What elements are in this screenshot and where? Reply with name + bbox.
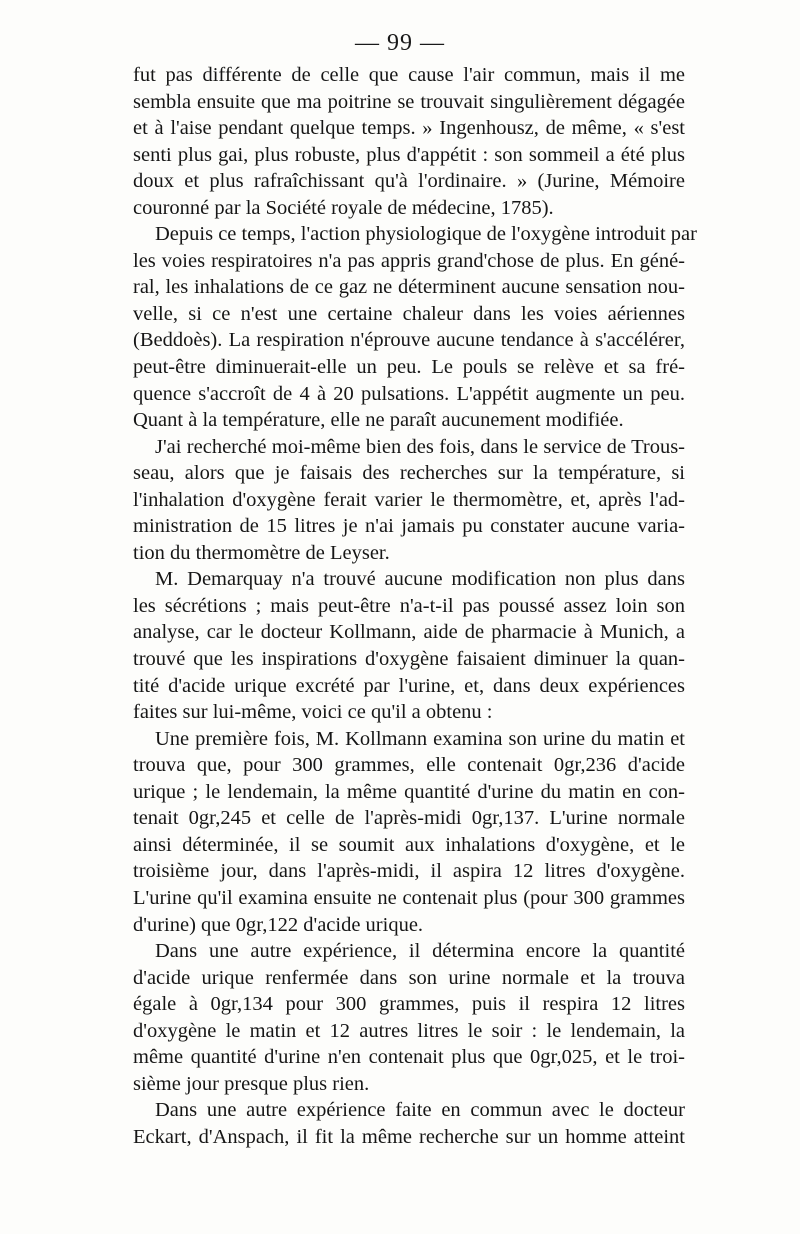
text-line: d'oxygène le matin et 12 autres litres le soir : le lendemain, la (133, 1019, 685, 1042)
text-line: couronné par la Société royale de médecine, 1785). (133, 196, 554, 219)
text-line: les voies respiratoires n'a pas appris grand'chose de plus. En géné- (133, 249, 685, 272)
page-number: — 99 — (355, 30, 445, 56)
text-line: troisième jour, dans l'après-midi, il aspira 12 litres d'oxygène. (133, 860, 685, 883)
text-line: peut-être diminuerait-elle un peu. Le pouls se relève et sa fré- (133, 356, 685, 379)
text-line: d'urine) que 0gr,122 d'acide urique. (133, 913, 424, 936)
text-line: tité d'acide urique excrété par l'urine, et, dans deux expériences (133, 674, 685, 697)
text-line: (Beddoès). La respiration n'éprouve aucune tendance à s'accélérer, (133, 329, 685, 352)
text-line: ministration de 15 litres je n'ai jamais pu constater aucune varia- (133, 515, 685, 538)
text-line: faites sur lui-même, voici ce qu'il a obtenu : (133, 701, 493, 724)
text-line: même quantité d'urine n'en contenait plus que 0gr,025, et le troi- (133, 1046, 685, 1069)
text-line: Quant à la température, elle ne paraît aucunement modifiée. (133, 409, 624, 432)
text-line: l'inhalation d'oxygène ferait varier le thermomètre, et, après l'ad- (133, 488, 685, 511)
text-line: trouva que, pour 300 grammes, elle contenait 0gr,236 d'acide (133, 754, 685, 777)
body-text (133, 62, 697, 1150)
text-line: et à l'aise pendant quelque temps. » Ingenhousz, de même, « s'est (133, 117, 685, 140)
text-line: tion du thermomètre de Leyser. (133, 541, 390, 564)
text-line: tenait 0gr,245 et celle de l'après-midi 0gr,137. L'urine normale (133, 807, 685, 830)
text-line: d'acide urique renfermée dans son urine normale et la trouva (133, 966, 685, 989)
text-line: seau, alors que je faisais des recherches sur la température, si (133, 462, 685, 485)
text-line: égale à 0gr,134 pour 300 grammes, puis il respira 12 litres (133, 993, 685, 1016)
text-line: fut pas différente de celle que cause l'air commun, mais il me (133, 64, 685, 86)
text-line: J'ai recherché moi-même bien des fois, dans le service de Trous- (155, 435, 685, 458)
text-line: Une première fois, M. Kollmann examina son urine du matin et (155, 727, 685, 750)
text-line: les sécrétions ; mais peut-être n'a-t-il pas poussé assez loin son (133, 594, 685, 617)
text-line: velle, si ce n'est une certaine chaleur dans les voies aériennes (133, 302, 685, 325)
text-line: Depuis ce temps, l'action physiologique de l'oxygène introduit par (155, 223, 697, 246)
text-line: Dans une autre expérience, il détermina encore la quantité (155, 940, 685, 963)
text-line: Dans une autre expérience faite en commun avec le docteur (155, 1099, 685, 1122)
text-line: Eckart, d'Anspach, il fit la même recherche sur un homme atteint (133, 1125, 685, 1148)
text-line: M. Demarquay n'a trouvé aucune modification non plus dans (155, 568, 685, 591)
text-line: sembla ensuite que ma poitrine se trouvait singulièrement dégagée (133, 90, 685, 113)
text-line: quence s'accroît de 4 à 20 pulsations. L'appétit augmente un peu. (133, 382, 685, 405)
text-line: doux et plus rafraîchissant qu'à l'ordinaire. » (Jurine, Mémoire (133, 170, 685, 193)
text-line: ral, les inhalations de ce gaz ne déterminent aucune sensation nou- (133, 276, 685, 299)
text-line: senti plus gai, plus robuste, plus d'appétit : son sommeil a été plus (133, 143, 685, 166)
text-line: urique ; le lendemain, la même quantité d'urine du matin en con- (133, 780, 685, 803)
text-line: L'urine qu'il examina ensuite ne contenait plus (pour 300 grammes (133, 886, 685, 909)
text-line: ainsi déterminée, il se soumit aux inhalations d'oxygène, et le (133, 833, 685, 856)
text-line: sième jour presque plus rien. (133, 1072, 370, 1095)
text-line: trouvé que les inspirations d'oxygène faisaient diminuer la quan- (133, 648, 685, 671)
text-line: analyse, car le docteur Kollmann, aide de pharmacie à Munich, a (133, 621, 685, 644)
